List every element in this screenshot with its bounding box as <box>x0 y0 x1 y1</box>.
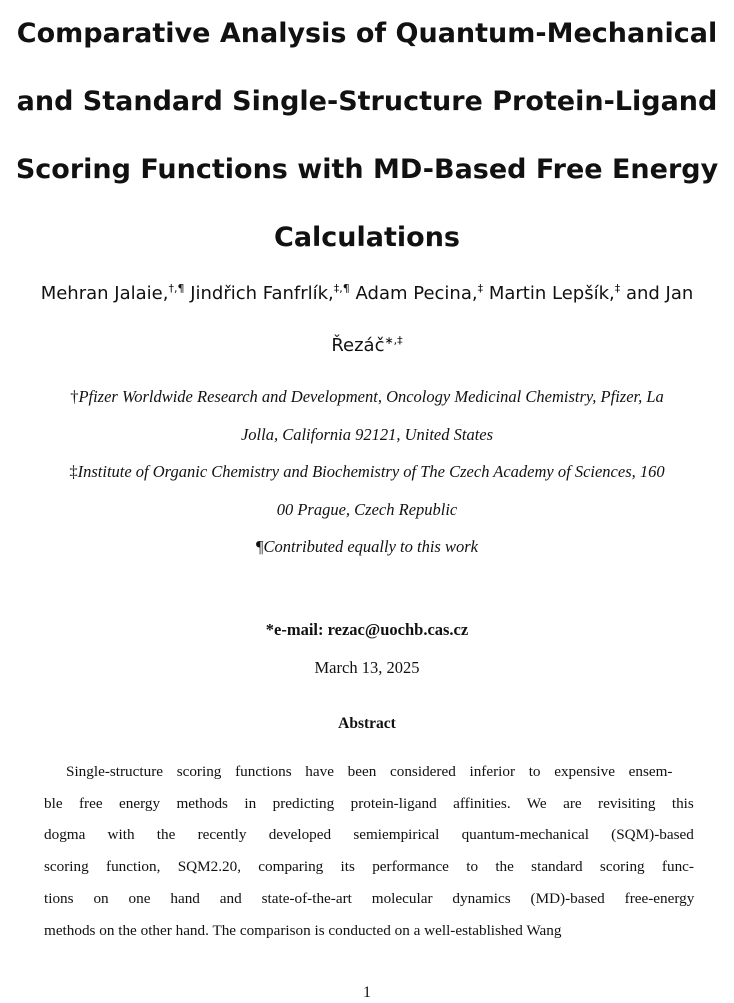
abstract-line: dogma with the recently developed semiempirical quantum-mechanical (SQM)-based <box>44 826 694 844</box>
publication-date: March 13, 2025 <box>314 658 420 677</box>
abstract-line: methods on the other hand. The comparison is conducted on a well-established Wang <box>44 921 562 939</box>
abstract-line: tions on one hand and state-of-the-art molecular dynamics (MD)-based free-energy <box>44 889 695 907</box>
affiliation-line: ‡Institute of Organic Chemistry and Biochemistry of The Czech Academy of Sciences, 160 <box>69 462 665 481</box>
affiliation-line: †Pfizer Worldwide Research and Development, Oncology Medicinal Chemistry, Pfizer, La <box>70 387 664 406</box>
author-line <box>0 268 734 320</box>
author-name: Martin Lepšík, <box>488 283 615 304</box>
affiliation-line: Jolla, California 92121, United States <box>240 424 494 444</box>
affiliations <box>0 378 734 566</box>
author-line <box>0 320 734 372</box>
author-name: Adam Pecina, <box>355 283 478 304</box>
author-affiliation-marks: ∗,‡ <box>384 334 403 347</box>
affiliation-line: ¶Contributed equally to this work <box>256 537 478 556</box>
title-line: Comparative Analysis of Quantum-Mechanical <box>16 18 718 49</box>
author-affiliation-marks: †,¶ <box>168 282 185 295</box>
author-list <box>0 268 734 372</box>
author-name: and Jan <box>625 283 694 304</box>
author-name: Řezáč <box>331 335 385 356</box>
title-line: Scoring Functions with MD-Based Free Energy <box>15 154 719 185</box>
affiliation-mark: ‡ <box>69 462 78 481</box>
affiliation-line: 00 Prague, Czech Republic <box>276 499 458 519</box>
paper-title <box>0 0 734 272</box>
title-line: Calculations <box>274 222 460 253</box>
page-number: 1 <box>363 984 371 1001</box>
author-name: Jindřich Fanfrlík, <box>190 283 334 304</box>
corresponding-email[interactable]: *e-mail: rezac@uochb.cas.cz <box>265 620 469 639</box>
title-line: and Standard Single-Structure Protein-Ligand <box>16 86 718 117</box>
author-name: Mehran Jalaie, <box>40 283 169 304</box>
abstract-line: scoring function, SQM2.20, comparing its performance to the standard scoring func- <box>44 858 694 876</box>
author-affiliation-marks: ‡,¶ <box>333 282 350 295</box>
author-affiliation-marks: ‡ <box>614 282 621 295</box>
abstract-line: ble free energy methods in predicting protein-ligand affinities. We are revisiting this <box>44 794 694 812</box>
affiliation-mark: ¶ <box>256 537 264 556</box>
abstract-heading: Abstract <box>338 715 396 732</box>
affiliation-mark: † <box>70 387 79 406</box>
author-affiliation-marks: ‡ <box>477 282 484 295</box>
abstract-line: Single-structure scoring functions have been considered inferior to expensive ensem- <box>66 763 673 780</box>
abstract-body <box>44 756 694 946</box>
